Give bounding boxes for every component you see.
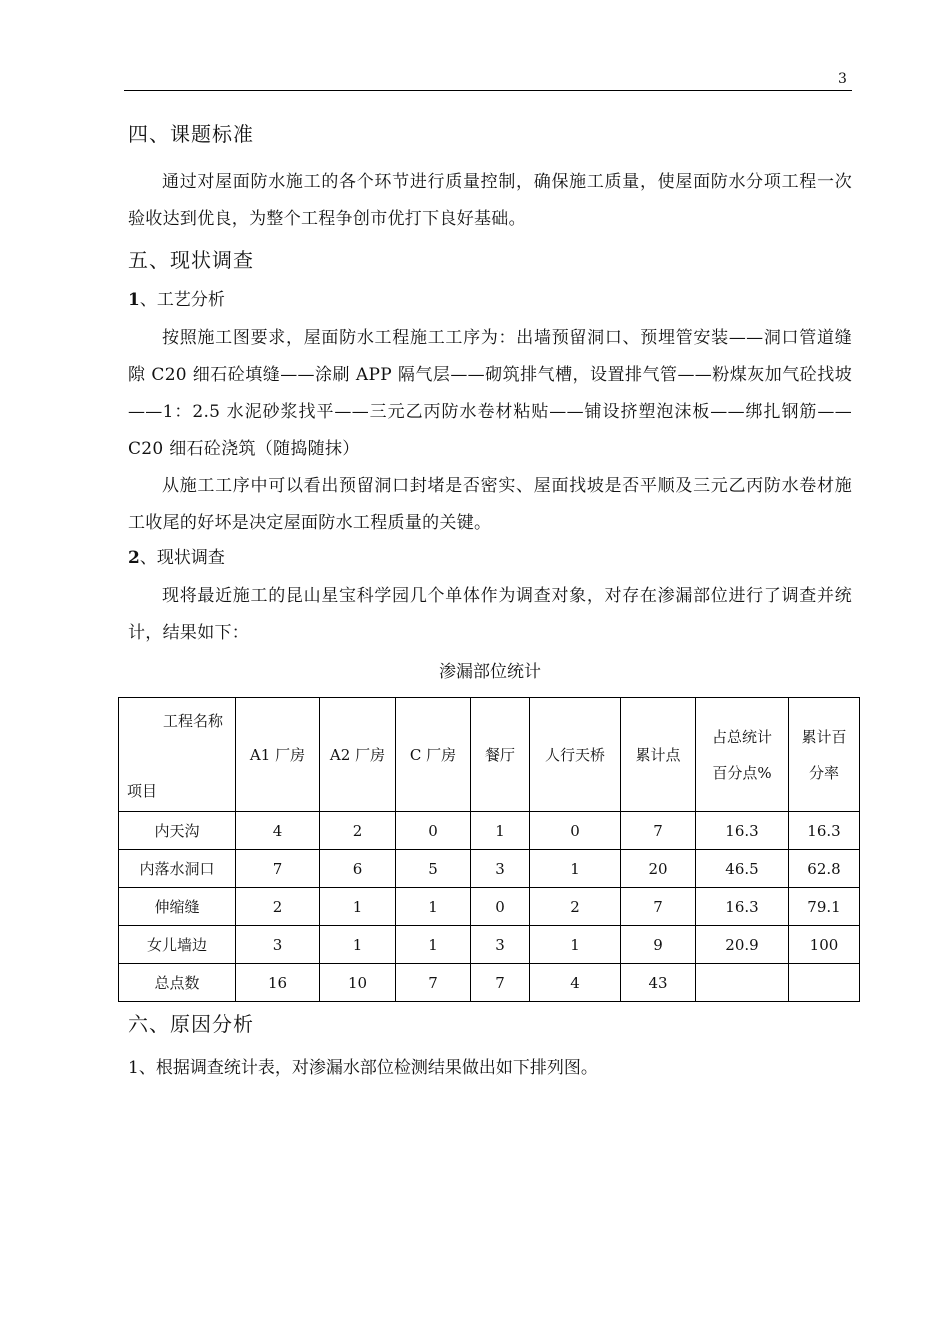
subsection-2-sep: 、 [139, 548, 157, 568]
table-cell: 4 [530, 964, 621, 1002]
table-cell: 9 [621, 926, 696, 964]
row-label: 内天沟 [119, 812, 236, 850]
row-label: 女儿墙边 [119, 926, 236, 964]
survey-paragraph: 现将最近施工的昆山星宝科学园几个单体作为调查对象，对存在渗漏部位进行了调查并统计，结果如下： [128, 586, 852, 643]
table-cell: 5 [396, 850, 471, 888]
table-cell: 0 [471, 888, 530, 926]
table-row [119, 812, 860, 850]
corner-bottom-label: 项目 [127, 782, 158, 800]
header-cell: 累计点 [621, 698, 696, 812]
table-cell: 79.1 [789, 888, 860, 926]
table-cell: 1 [396, 926, 471, 964]
row-label: 内落水洞口 [119, 850, 236, 888]
table-cell: 10 [320, 964, 396, 1002]
process-paragraph: 按照施工图要求，屋面防水工程施工工序为：出墙预留洞口、预埋管安装——洞口管道缝隙 C20 细石砼填缝——涂刷 APP 隔气层——砌筑排气槽，设置排气管——粉煤灰加气砼找坡——1：2.5 水泥砂浆找平——三元乙丙防水卷材粘贴——铺设挤塑泡沫板——绑扎钢筋——C20 细石砼浇筑（随捣随抹） [128, 328, 852, 459]
section-6-title: 六、原因分析 [128, 1012, 254, 1036]
table-cell: 16.3 [696, 888, 789, 926]
table-row [119, 888, 860, 926]
table-caption: 渗漏部位统计 [439, 662, 541, 682]
table-cell: 2 [236, 888, 320, 926]
cumulative-header-line1: 累计百 [801, 727, 847, 746]
percent-header-line1: 占总统计 [711, 727, 772, 746]
table-header-row [119, 698, 860, 812]
table-cell: 100 [789, 926, 860, 964]
table-cell: 6 [320, 850, 396, 888]
leakage-table [118, 697, 860, 1002]
table-cell: 16.3 [789, 812, 860, 850]
table-cell: 1 [320, 888, 396, 926]
table-cell: 20.9 [696, 926, 789, 964]
section-6-item-1: 1、根据调查统计表，对渗漏水部位检测结果做出如下排列图。 [128, 1058, 598, 1078]
table-cell: 20 [621, 850, 696, 888]
table-corner-cell [119, 698, 236, 812]
table-cell: 2 [530, 888, 621, 926]
subsection-1-title [128, 288, 852, 312]
section-6 [128, 1010, 852, 1080]
table-cell: 43 [621, 964, 696, 1002]
table-cell: 16 [236, 964, 320, 1002]
header-cell: A2 厂房 [320, 698, 396, 812]
table-cell: 7 [621, 812, 696, 850]
table-cell: 7 [396, 964, 471, 1002]
header-cell: C 厂房 [396, 698, 471, 812]
subsection-1-number: 1 [128, 290, 140, 310]
percent-header-line2: 百分点% [712, 763, 772, 782]
table-cell: 0 [530, 812, 621, 850]
header-cell: A1 厂房 [236, 698, 320, 812]
row-label: 总点数 [119, 964, 236, 1002]
table-cell: 46.5 [696, 850, 789, 888]
table-cell: 0 [396, 812, 471, 850]
table-total-row [119, 964, 860, 1002]
table-row [119, 850, 860, 888]
table-cell: 7 [471, 964, 530, 1002]
percent-header-cell [696, 698, 789, 812]
header-cell: 餐厅 [471, 698, 530, 812]
table-cell: 1 [471, 812, 530, 850]
subsection-1-sep: 、 [139, 290, 157, 310]
table-row [119, 926, 860, 964]
subsection-2-label: 现状调查 [156, 548, 225, 568]
table-cell: 1 [530, 850, 621, 888]
table-cell: 4 [236, 812, 320, 850]
page-number: 3 [838, 71, 847, 87]
corner-top-label: 工程名称 [162, 712, 223, 730]
table-cell: 7 [236, 850, 320, 888]
section-4-title: 四、课题标准 [128, 122, 254, 146]
table-cell: 2 [320, 812, 396, 850]
subsection-2-title [128, 546, 852, 570]
table-cell [696, 964, 789, 1002]
row-label: 伸缩缝 [119, 888, 236, 926]
table-cell: 16.3 [696, 812, 789, 850]
header-rule [124, 90, 852, 91]
table-cell: 3 [236, 926, 320, 964]
table-cell: 1 [530, 926, 621, 964]
table-cell [789, 964, 860, 1002]
subsection-2-number: 2 [128, 548, 140, 568]
cumulative-header-cell [789, 698, 860, 812]
table-cell: 62.8 [789, 850, 860, 888]
cumulative-header-line2: 分率 [808, 763, 839, 782]
key-points-paragraph: 从施工工序中可以看出预留洞口封堵是否密实、屋面找坡是否平顺及三元乙丙防水卷材施工收尾的好坏是决定屋面防水工程质量的关键。 [128, 476, 852, 533]
table-cell: 3 [471, 850, 530, 888]
section-5-title: 五、现状调查 [128, 248, 254, 272]
subsection-1-label: 工艺分析 [156, 290, 225, 310]
table-cell: 1 [320, 926, 396, 964]
document-body [128, 112, 852, 684]
table-cell: 7 [621, 888, 696, 926]
table-cell: 3 [471, 926, 530, 964]
header-cell: 人行天桥 [530, 698, 621, 812]
section-4-body: 通过对屋面防水施工的各个环节进行质量控制，确保施工质量，使屋面防水分项工程一次验收达到优良，为整个工程争创市优打下良好基础。 [128, 172, 852, 229]
table-cell: 1 [396, 888, 471, 926]
